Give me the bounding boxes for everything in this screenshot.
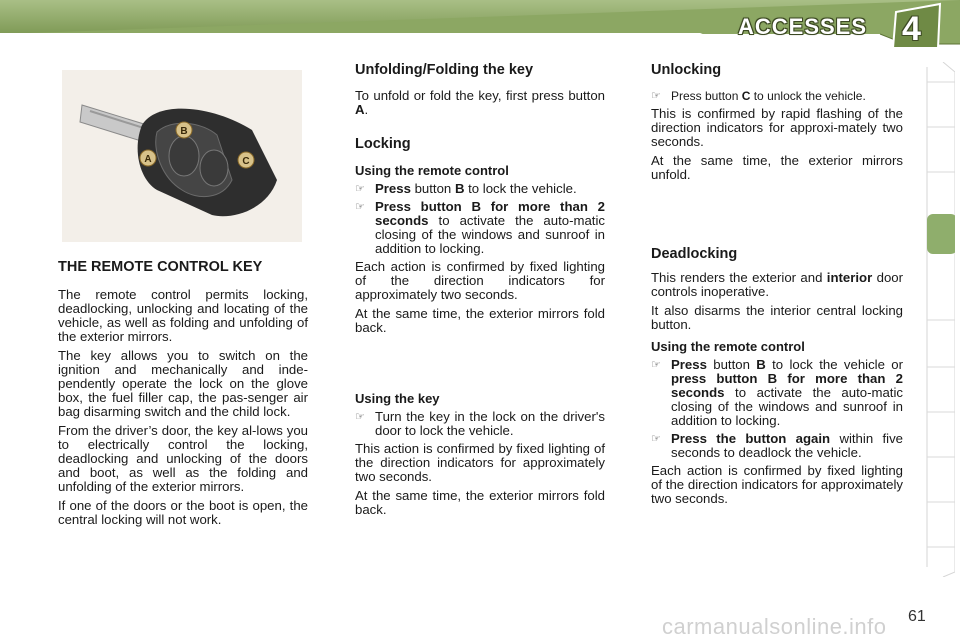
list-item: ☞ Press the button again within five seconds to deadlock the vehicle. xyxy=(651,431,903,460)
paragraph: Each action is confirmed by fixed lighting of the direction indicators for approximately two seconds. xyxy=(651,463,903,506)
list-item: ☞ Press button C to unlock the vehicle. xyxy=(651,89,866,103)
paragraph: At the same time, the exterior mirrors fold back. xyxy=(355,488,605,517)
chapter-number: 4 xyxy=(902,10,921,48)
paragraph: This renders the exterior and interior door controls inoperative. xyxy=(651,270,903,299)
subheading-key: Using the key xyxy=(355,391,440,406)
list-item: ☞ Press button B to lock the vehicle. xyxy=(355,181,577,196)
heading-deadlocking: Deadlocking xyxy=(651,246,738,262)
paragraph: If one of the doors or the boot is open, the central locking will not work. xyxy=(58,498,308,527)
paragraph: The key allows you to switch on the ignition and mechanically and inde-pendently operate the lock on the glove box, the fuel filler cap, the pas-senger air bag disarming switch and the child lock. xyxy=(58,348,308,419)
key-label-b: B xyxy=(180,126,188,137)
pointing-hand-icon: ☞ xyxy=(651,359,661,371)
list-item: ☞ Press button B to lock the vehicle or press button B for more than 2 seconds to activate the auto-matic closing of the windows and sunroof in addition to locking. xyxy=(651,357,903,428)
paragraph: This is confirmed by rapid flashing of the direction indicators for approxi-mately two seconds. xyxy=(651,106,903,149)
paragraph: From the driver’s door, the key al-lows you to electrically control the locking, deadlocking and unlocking of the doors and boot, as well as the folding and unfolding of the exterior mirrors. xyxy=(58,423,308,494)
key-label-c: C xyxy=(242,156,250,167)
paragraph: This action is confirmed by fixed lighting of the direction indicators for approximately two seconds. xyxy=(355,441,605,484)
paragraph: At the same time, the exterior mirrors unfold. xyxy=(651,153,903,182)
pointing-hand-icon: ☞ xyxy=(651,90,661,102)
heading-unfolding: Unfolding/Folding the key xyxy=(355,62,534,78)
column-unlocking-deadlocking xyxy=(651,63,903,511)
subheading-remote: Using the remote control xyxy=(355,163,509,178)
pointing-hand-icon: ☞ xyxy=(355,183,365,195)
column-unfolding-locking xyxy=(355,63,605,522)
heading-locking: Locking xyxy=(355,136,411,152)
paragraph: The remote control permits locking, deadlocking, unlocking and locating of the vehicle, as well as folding and unfolding of the exterior mirrors. xyxy=(58,287,308,344)
column-remote-control-key xyxy=(58,260,308,532)
watermark: carmanualsonline.info xyxy=(662,614,887,639)
paragraph: At the same time, the exterior mirrors fold back. xyxy=(355,306,605,335)
list-item: ☞ Turn the key in the lock on the driver's door to lock the vehicle. xyxy=(355,409,605,438)
paragraph: To unfold or fold the key, first press button A. xyxy=(355,88,605,117)
pointing-hand-icon: ☞ xyxy=(355,201,365,213)
heading-remote-control-key: THE REMOTE CONTROL KEY xyxy=(58,259,263,275)
pointing-hand-icon: ☞ xyxy=(651,433,661,445)
chapter-tabs xyxy=(925,62,955,577)
subheading-remote: Using the remote control xyxy=(651,339,805,354)
paragraph: It also disarms the interior central locking button. xyxy=(651,303,903,332)
page-number: 61 xyxy=(908,608,926,625)
remote-key-image xyxy=(62,70,302,242)
section-title: ACCESSES xyxy=(738,14,868,39)
key-label-a: A xyxy=(144,154,152,165)
heading-unlocking: Unlocking xyxy=(651,62,722,78)
paragraph: Each action is confirmed by fixed lighting of the direction indicators for approximately two seconds. xyxy=(355,259,605,302)
pointing-hand-icon: ☞ xyxy=(355,411,365,423)
active-chapter-tab xyxy=(927,214,955,254)
list-item: ☞ Press button B for more than 2 seconds to activate the auto-matic closing of the windows and sunroof in addition to locking. xyxy=(355,199,605,256)
